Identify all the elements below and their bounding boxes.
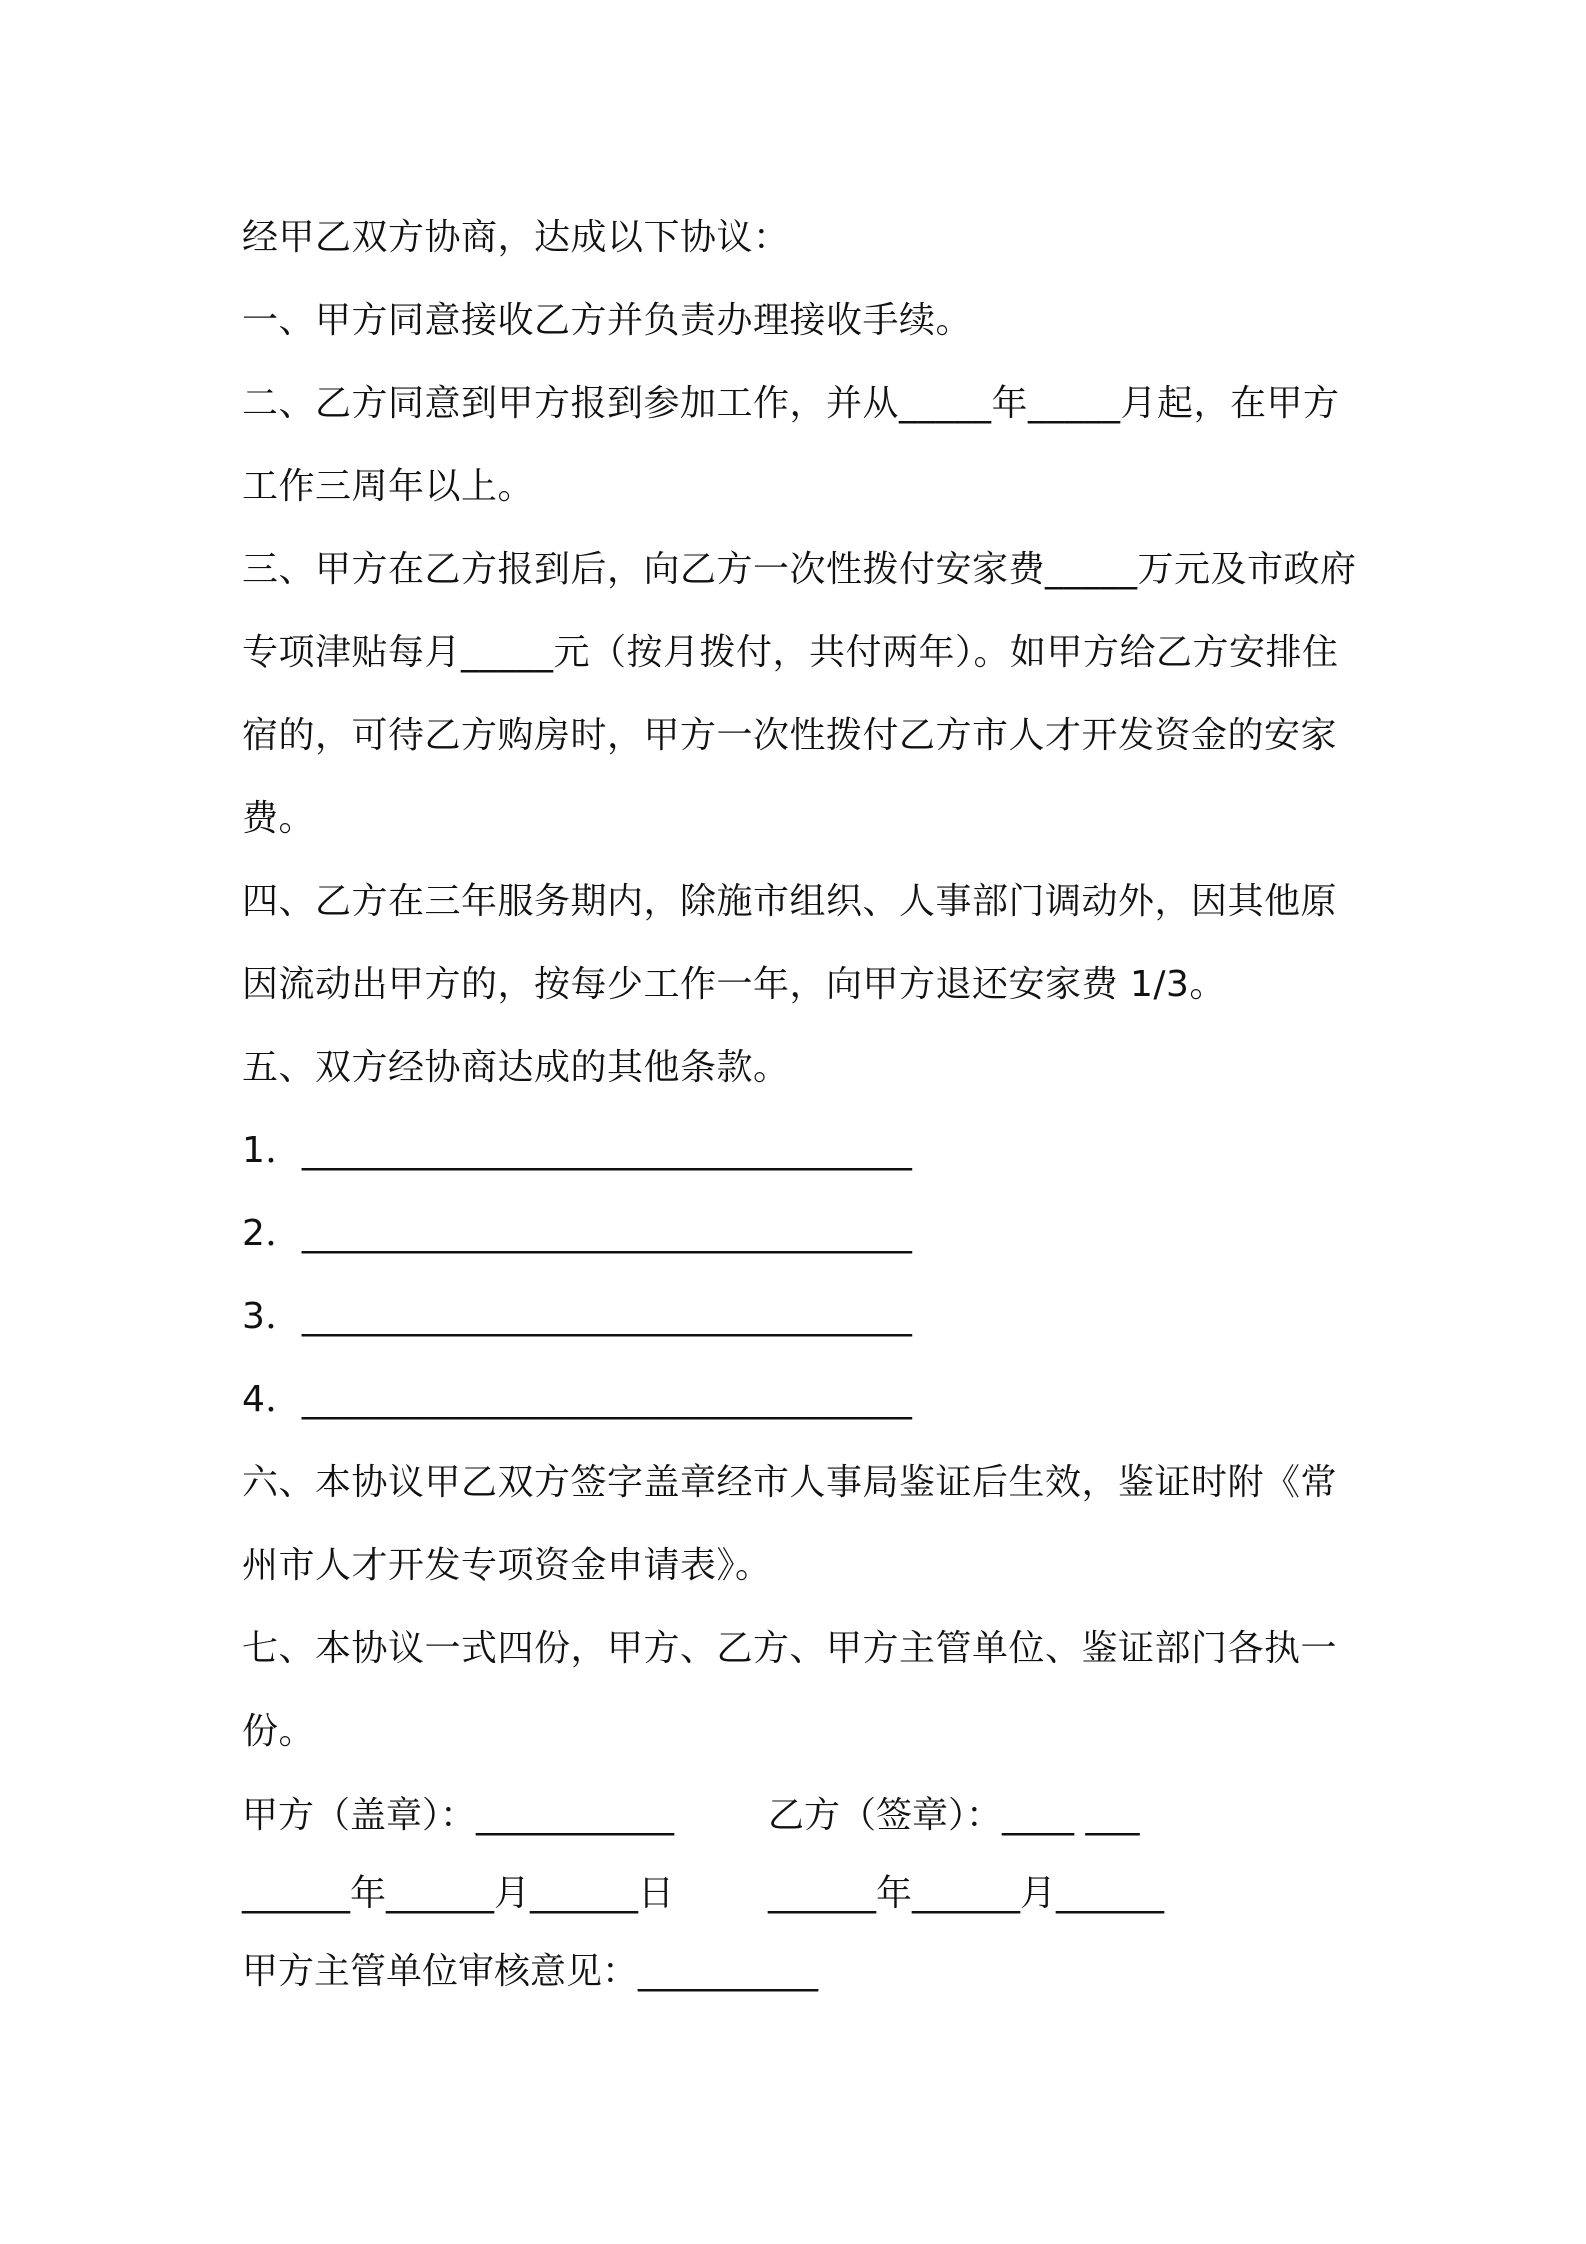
supervisor-review-line: 甲方主管单位审核意见：__________ xyxy=(242,1951,819,1992)
clause-5: 五、双方经协商达成的其他条款。 xyxy=(242,1047,790,1088)
clause-1: 一、甲方同意接收乙方并负责办理接收手续。 xyxy=(242,300,973,341)
other-term-3: 3．_________________________________ xyxy=(242,1296,913,1337)
document-body xyxy=(242,196,1362,2011)
clause-4: 四、乙方在三年服务期内，除施市组织、人事部门调动外，因其他原因流动出甲方的，按每少工作一年，向甲方退还安家费 1/3。 xyxy=(242,881,1338,1005)
party-b-sign-line: 乙方（签章）：____ ___ xyxy=(768,1795,1140,1836)
date-row xyxy=(242,1855,1362,1933)
signature-row xyxy=(242,1777,1362,1855)
clause-3: 三、甲方在乙方报到后，向乙方一次性拨付安家费_____万元及市政府专项津贴每月_____元（按月拨付，共付两年）。如甲方给乙方安排住宿的，可待乙方购房时，甲方一次性拨付乙方市人才开发资金的安家费。 xyxy=(242,549,1357,839)
party-b-date-line: ______年______月______ xyxy=(768,1873,1164,1914)
party-a-seal-line: 甲方（盖章）：___________ xyxy=(242,1795,675,1836)
other-term-2: 2．_________________________________ xyxy=(242,1213,913,1254)
clause-7: 七、本协议一式四份，甲方、乙方、甲方主管单位、鉴证部门各执一份。 xyxy=(242,1628,1338,1752)
clause-6: 六、本协议甲乙双方签字盖章经市人事局鉴证后生效，鉴证时附《常州市人才开发专项资金申请表》。 xyxy=(242,1462,1338,1586)
party-a-date-line: ______年______月______日 xyxy=(242,1873,674,1914)
other-term-4: 4．_________________________________ xyxy=(242,1379,913,1420)
intro-paragraph: 经甲乙双方协商，达成以下协议： xyxy=(242,217,790,258)
supervisor-row xyxy=(242,1933,1362,2011)
clause-2: 二、乙方同意到甲方报到参加工作，并从_____年_____月起，在甲方工作三周年以上。 xyxy=(242,383,1340,507)
other-term-1: 1．_________________________________ xyxy=(242,1130,913,1171)
